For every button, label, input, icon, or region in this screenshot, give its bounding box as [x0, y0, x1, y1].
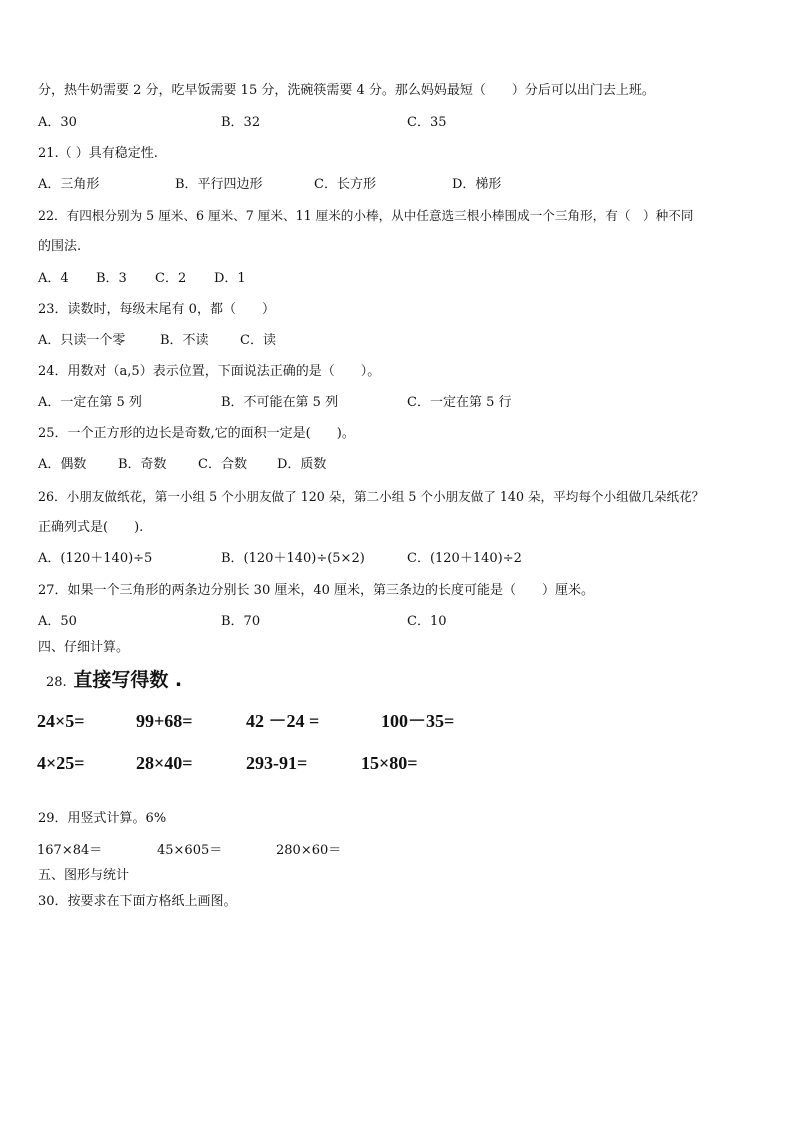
q25-option-c: C．合数 [198, 457, 247, 472]
q24-option-a: A．一定在第 5 列 [38, 395, 142, 410]
q20-option-a: A．30 [38, 115, 77, 130]
q28-item: 100－35= [381, 711, 455, 731]
q29-item: 167×84＝ [37, 843, 103, 858]
q30-stem: 30．按要求在下面方格纸上画图。 [38, 894, 237, 909]
q28-item: 99+68= [136, 711, 193, 731]
q21-option-a: A．三角形 [38, 177, 100, 192]
q22-option-b: B．3 [96, 271, 127, 286]
q25-option-b: B．奇数 [118, 457, 167, 472]
q22-stem-line1: 22．有四根分别为 5 厘米、6 厘米、7 厘米、11 厘米的小棒，从中任意选三根小棒围成一个三角形，有（ ）种不同 [38, 208, 694, 223]
q27-option-c: C．10 [407, 614, 447, 629]
q28-item: 15×80= [361, 753, 418, 773]
q29-item: 45×605＝ [157, 843, 223, 858]
q22-option-c: C．2 [155, 271, 187, 286]
q27-stem: 27．如果一个三角形的两条边分别长 30 厘米，40 厘米，第三条边的长度可能是（ ）厘米。 [38, 583, 595, 598]
q23-stem: 23．读数时，每级末尾有 0，都（ ） [38, 302, 275, 317]
q22-option-d: D．1 [214, 271, 246, 286]
q26-stem-line2: 正确列式是( ). [38, 520, 144, 535]
q27-option-b: B．70 [221, 614, 261, 629]
q25-option-d: D．质数 [277, 457, 327, 472]
q21-option-d: D．梯形 [452, 177, 502, 192]
q22-stem-line2: 的围法. [38, 239, 82, 254]
q25-stem: 25．一个正方形的边长是奇数,它的面积一定是( )。 [38, 426, 355, 441]
q29-item: 280×60＝ [276, 843, 342, 858]
q21-option-b: B．平行四边形 [175, 177, 263, 192]
q23-option-b: B．不读 [160, 333, 209, 348]
q28-item: 4×25= [37, 753, 85, 773]
q20-option-c: C．35 [407, 115, 447, 130]
q24-option-b: B．不可能在第 5 列 [221, 395, 339, 410]
q26-option-c: C．(120＋140)÷2 [407, 551, 522, 566]
q28-item: 28×40= [136, 753, 193, 773]
section-4-heading: 四、仔细计算。 [38, 640, 130, 655]
q24-stem: 24．用数对（a,5）表示位置，下面说法正确的是（ ）。 [38, 364, 381, 379]
q28-number: 28. [46, 675, 67, 690]
q21-stem: 21.（ ）具有稳定性. [38, 146, 158, 161]
q26-option-a: A．(120＋140)÷5 [38, 551, 153, 566]
q24-option-c: C．一定在第 5 行 [407, 395, 512, 410]
q20-option-b: B．32 [221, 115, 261, 130]
q25-option-a: A．偶数 [38, 457, 87, 472]
q23-option-a: A．只读一个零 [38, 333, 126, 348]
q21-option-c: C．长方形 [314, 177, 376, 192]
q26-stem-line1: 26．小朋友做纸花，第一小组 5 个小朋友做了 120 朵，第二小组 5 个小朋友做了 140 朵，平均每个小组做几朵纸花？ [38, 489, 705, 504]
q28-heading [46, 668, 182, 695]
section-5-heading: 五、图形与统计 [38, 868, 130, 883]
q28-item: 24×5= [37, 711, 85, 731]
q28-title: 直接写得数 . [73, 669, 183, 691]
q27-option-a: A．50 [38, 614, 77, 629]
q20-stem: 分，热牛奶需要 2 分，吃早饭需要 15 分，洗碗筷需要 4 分。那么妈妈最短（ ）分后可以出门去上班。 [38, 83, 655, 98]
q23-option-c: C．读 [240, 333, 276, 348]
q29-stem: 29．用竖式计算。6% [38, 811, 167, 826]
q28-item: 42 －24 = [246, 711, 320, 731]
q22-option-a: A．4 [38, 271, 69, 286]
q28-item: 293-91= [246, 753, 308, 773]
q26-option-b: B．(120＋140)÷(5×2) [221, 551, 365, 566]
